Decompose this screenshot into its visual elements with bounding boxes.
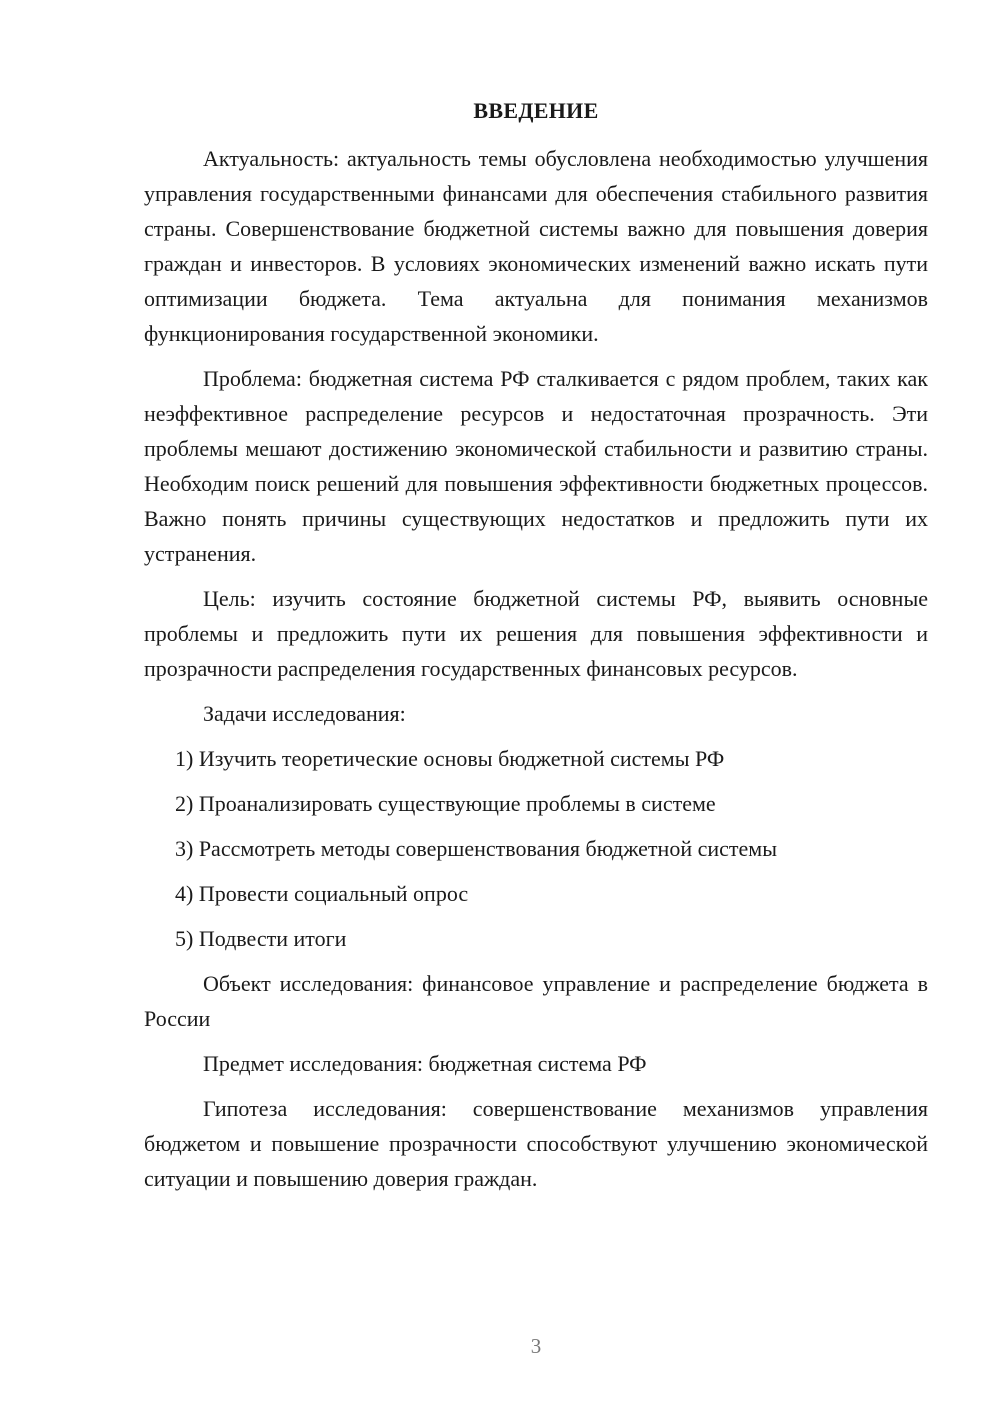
object-paragraph: Объект исследования: финансовое управление и распределение бюджета в России	[144, 971, 928, 1031]
task-item: 5) Подвести итоги	[175, 926, 347, 951]
goal-paragraph: Цель: изучить состояние бюджетной системы РФ, выявить основные проблемы и предложить пути их решения для повышения эффективности и прозрачности распределения государственных финансовых ресурсов.	[144, 586, 928, 681]
tasks-heading: Задачи исследования:	[203, 701, 406, 726]
task-item: 3) Рассмотреть методы совершенствования бюджетной системы	[175, 836, 777, 861]
document-page	[144, 95, 928, 1206]
relevance-paragraph: Актуальность: актуальность темы обусловлена необходимостью улучшения управления государственными финансами для обеспечения стабильного развития страны. Совершенствование бюджетной системы важно для повышения доверия граждан и инвесторов. В условиях экономических изменений важно искать пути оптимизации бюджета. Тема актуальна для понимания механизмов функционирования государственной экономики.	[144, 146, 928, 346]
hypothesis-paragraph: Гипотеза исследования: совершенствование механизмов управления бюджетом и повышение прозрачности способствуют улучшению экономической ситуации и повышению доверия граждан.	[144, 1096, 928, 1191]
task-item: 1) Изучить теоретические основы бюджетной системы РФ	[175, 746, 725, 771]
subject-paragraph: Предмет исследования: бюджетная система РФ	[203, 1051, 647, 1076]
problem-paragraph: Проблема: бюджетная система РФ сталкивается с рядом проблем, таких как неэффективное распределение ресурсов и недостаточная прозрачность. Эти проблемы мешают достижению экономической стабильности и развитию страны. Необходим поиск решений для повышения эффективности бюджетных процессов. Важно понять причины существующих недостатков и предложить пути их устранения.	[144, 366, 928, 566]
task-item: 4) Провести социальный опрос	[175, 881, 469, 906]
section-title: ВВЕДЕНИЕ	[473, 98, 599, 123]
tasks-list	[144, 741, 928, 956]
task-item: 2) Проанализировать существующие проблемы в системе	[175, 791, 716, 816]
page-number: 3	[530, 1334, 542, 1358]
